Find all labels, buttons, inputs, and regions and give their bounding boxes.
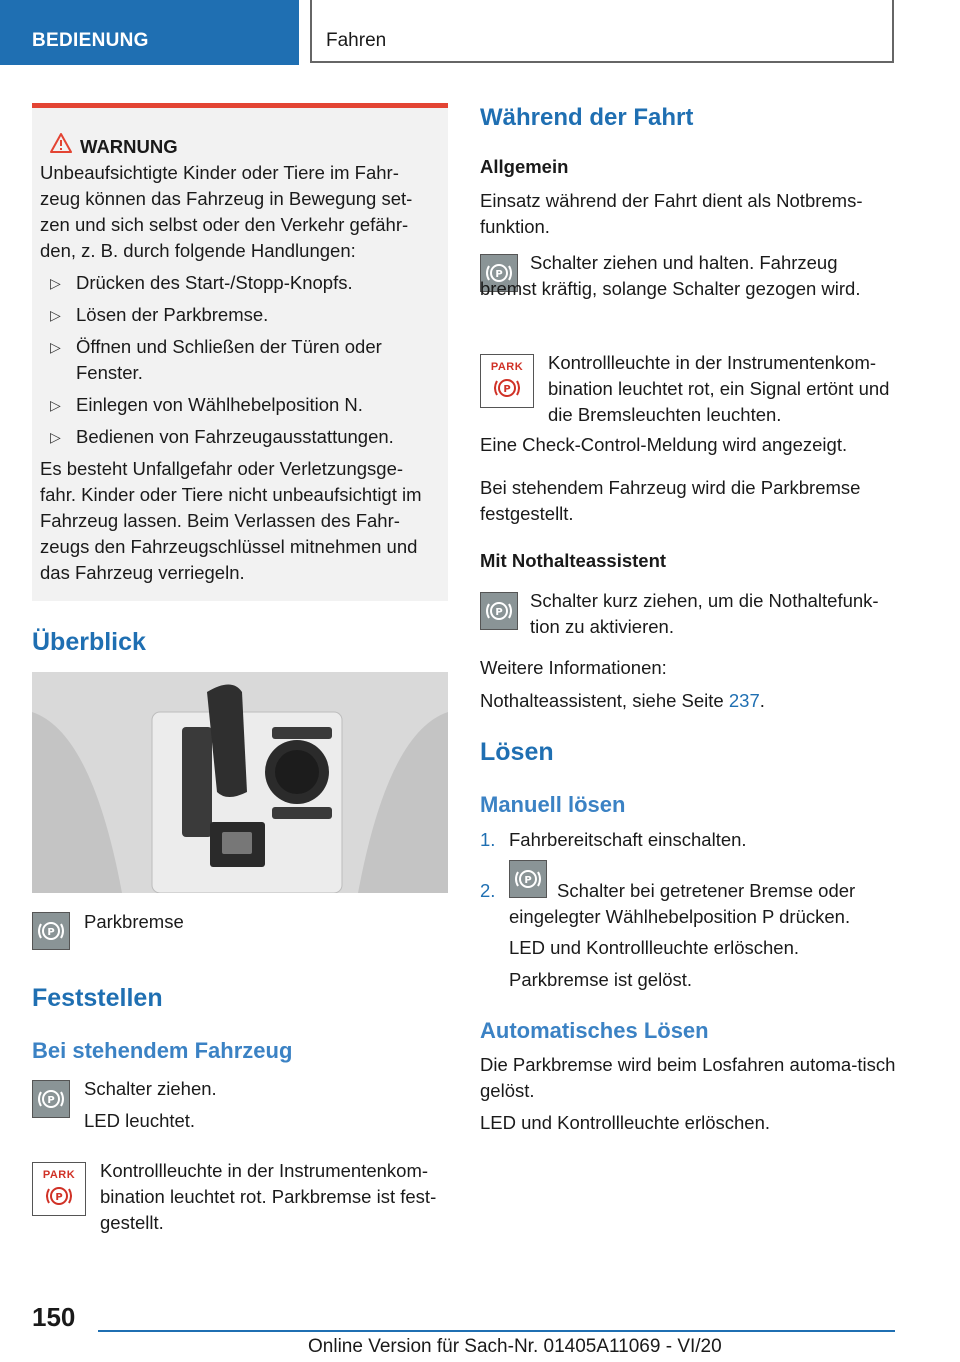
triangle-bullet-icon: ▷	[50, 307, 61, 323]
auto-release-text-2: LED und Kontrollleuchte erlöschen.	[480, 1112, 771, 1133]
header-chapter-label: Fahren	[326, 30, 387, 51]
svg-text:P: P	[495, 269, 503, 280]
assist-text: Schalter kurz ziehen, um die Nothaltefunk-tion zu aktivieren.	[530, 590, 879, 637]
parking-brake-icon	[32, 912, 70, 950]
center-console-image	[32, 672, 448, 893]
svg-text:P: P	[524, 875, 532, 886]
apply-heading: Feststellen	[32, 984, 163, 1012]
page-link-237[interactable]: 237	[728, 690, 760, 711]
driving-general-text: Einsatz während der Fahrt dient als Notbrems-funktion.	[480, 190, 863, 237]
list-item: ▷ Einlegen von Wählhebelposition N.	[40, 392, 438, 418]
photo-caption: Parkbremse	[84, 911, 184, 932]
release-step-2b: Parkbremse ist gelöst.	[509, 969, 693, 990]
driving-cc-msg: Eine Check-Control-Meldung wird angezeigt.	[480, 434, 848, 455]
release-step-1	[480, 827, 900, 853]
triangle-bullet-icon: ▷	[50, 339, 61, 355]
apply-step2: LED leuchtet.	[84, 1110, 196, 1131]
list-item: ▷ Bedienen von Fahrzeugausstattungen.	[40, 424, 438, 450]
warning-box	[32, 103, 448, 601]
park-lamp-icon: PARK P	[480, 354, 534, 408]
step-text: Schalter bei getretener Bremse oder eingelegter Wählhebelposition P drücken.	[509, 880, 856, 927]
triangle-bullet-icon: ▷	[50, 275, 61, 291]
svg-text:P: P	[47, 927, 55, 938]
svg-text:P: P	[55, 1192, 63, 1203]
triangle-bullet-icon: ▷	[50, 429, 61, 445]
parking-brake-icon	[480, 592, 518, 630]
warning-list	[40, 270, 438, 450]
header-section-label: BEDIENUNG	[32, 30, 149, 51]
step-number: 1.	[480, 829, 496, 850]
warning-title: WARNUNG	[80, 134, 438, 160]
apply-lamp-text: Kontrollleuchte in der Instrumentenkom-bination leuchtet rot. Parkbremse ist fest-gestellt.	[100, 1160, 437, 1233]
triangle-bullet-icon: ▷	[50, 397, 61, 413]
assist-heading: Mit Nothalteassistent	[480, 550, 667, 571]
manual-release-heading: Manuell lösen	[480, 792, 626, 817]
release-heading: Lösen	[480, 738, 554, 766]
list-item: ▷ Lösen der Parkbremse.	[40, 302, 438, 328]
apply-step1: Schalter ziehen.	[84, 1078, 217, 1099]
assist-reference: Nothalteassistent, siehe Seite 237.	[480, 690, 765, 711]
parking-brake-photo	[32, 672, 448, 893]
footer-version-text: Online Version für Sach-Nr. 01405A11069 - VI/20	[308, 1336, 722, 1357]
park-lamp-icon: PARK P	[32, 1162, 86, 1216]
svg-text:P: P	[503, 384, 511, 395]
more-info-label: Weitere Informationen:	[480, 657, 667, 678]
header-chapter-tab	[310, 0, 894, 63]
header-section-tab	[0, 0, 299, 65]
list-item: ▷ Drücken des Start-/Stopp-Knopfs.	[40, 270, 438, 296]
step-number: 2.	[480, 880, 496, 901]
footer-rule	[98, 1330, 895, 1332]
svg-text:P: P	[495, 607, 503, 618]
driving-general-heading: Allgemein	[480, 156, 569, 177]
warning-triangle-icon	[50, 132, 72, 154]
driving-lamp-text: Kontrollleuchte in der Instrumentenkom-bination leuchtet rot, ein Signal ertönt und die Bremsleuchten leuchten.	[548, 352, 890, 425]
apply-subheading: Bei stehendem Fahrzeug	[32, 1038, 293, 1063]
warning-intro: Unbeaufsichtigte Kinder oder Tiere im Fahr-zeug können das Fahrzeug in Bewegung set-zen und sich selbst oder den Verkehr gefähr-den, z. B. durch folgende Handlungen:	[40, 162, 413, 261]
parking-brake-icon	[32, 1080, 70, 1118]
page-number: 150	[32, 1302, 76, 1332]
step-text: Fahrbereitschaft einschalten.	[509, 829, 747, 850]
overview-heading: Überblick	[32, 628, 146, 656]
driving-switch-text: Schalter ziehen und halten. Fahrzeug bremst kräftig, solange Schalter gezogen wird.	[480, 252, 861, 299]
auto-release-heading: Automatisches Lösen	[480, 1018, 709, 1043]
release-step-2a: LED und Kontrollleuchte erlöschen.	[509, 937, 800, 958]
warning-outro: Es besteht Unfallgefahr oder Verletzungsge-fahr. Kinder oder Tiere nicht unbeaufsichtigt im Fahrzeug lassen. Beim Verlassen des Fahr-zeugs den Fahrzeugschlüssel mitnehmen und das Fahrzeug verriegeln.	[40, 458, 422, 583]
driving-heading: Während der Fahrt	[480, 104, 694, 131]
driving-standing-text: Bei stehendem Fahrzeug wird die Parkbremse festgestellt.	[480, 477, 861, 524]
auto-release-text: Die Parkbremse wird beim Losfahren automa-tisch gelöst.	[480, 1054, 896, 1101]
list-item: ▷ Öffnen und Schließen der Türen oder Fenster.	[50, 336, 382, 383]
svg-text:P: P	[47, 1095, 55, 1106]
